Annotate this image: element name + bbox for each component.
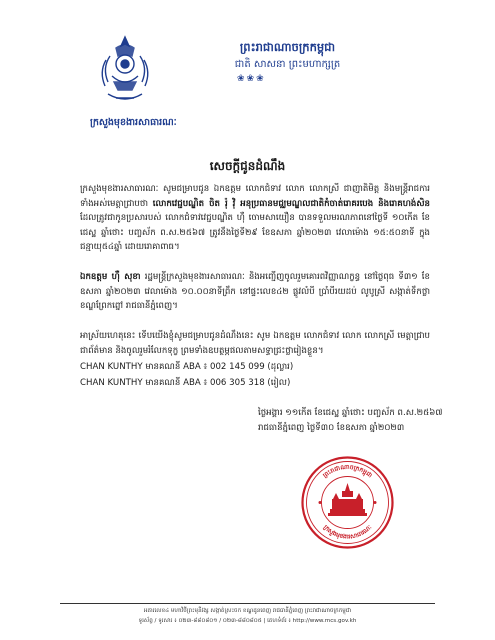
announcement-paragraph-3: អាស្រ័យហេតុនេះ ទើបយើងខ្ញុំសូមជម្រាបជូនដំណឹងនេះ សូម ឯកឧត្តម លោកជំទាវ លោក លោកស្រី មេត្តាជ្រាប ជាព័ត៌មាន និងចូលរួមរំលែកទុក្ខ ព្រមទាំងឧបត្ថម្ភផលតាមសទ្ធាជ្រះថ្លារៀងខ្លួន។ bbox=[80, 331, 430, 356]
bank-account-riel: CHAN KUNTHY មានគណនី ABA ៖ 006 305 318 (រៀល) bbox=[80, 378, 291, 388]
lunar-date: ថ្ងៃអង្គារ ១១កើត ខែជេស្ឋ ឆ្នាំថោះ បញ្ចស័ក ព.ស.២៥៦៧ bbox=[258, 408, 443, 418]
deceased-name: លោកវេជ្ជបណ្ឌិត ចិត រ៉ុ វ៉ិ អនុប្រធានមជ្ឈមណ្ឌលជាតិកំចាត់រោគរបេង និងរោគហង់សិន bbox=[152, 198, 430, 209]
header-divider: ❀❀❀ bbox=[237, 74, 266, 84]
kingdom-motto: ជាតិ សាសនា ព្រះមហាក្សត្រ bbox=[234, 59, 341, 70]
svg-text:ព្រះរាជាណាចក្រកម្ពុជា: ព្រះរាជាណាចក្រកម្ពុជា bbox=[321, 463, 374, 480]
footer-address: អគារលេខ៤ មហាវិថីព្រះមុនីវង្ស សង្កាត់ស្រះចក ខណ្ឌដូនពេញ រាជធានីភ្នំពេញ ព្រះរាជាណាចក្រកម្ពុជា bbox=[143, 608, 352, 614]
gregorian-date: រាជធានីភ្នំពេញ ថ្ងៃទី៣០ ខែឧសភា ឆ្នាំ២០២៣ bbox=[258, 423, 405, 433]
minister-name: ឯកឧត្តម ហ៊ឺ សុខា bbox=[80, 272, 141, 282]
announcement-paragraph-2: ឯកឧត្តម ហ៊ឺ សុខា រដ្ឋមន្ត្រីក្រសួងមុខងារសាធារណៈ និងអញ្ជើញចូលរួមគោរពវិញ្ញាណក្ខន្ធ នៅថ្ងៃពុធ ទី៣១ ខែឧសភា ឆ្នាំ២០២៣ វេលាម៉ោង ១០.០០នាទីព្រឹក នៅផ្ទះលេខ៤២ ផ្លូវលំបី ប្រាំបីរយដប់ លូបូស្រី សង្កាត់ទឹកថ្លា ខណ្ឌព្រែកព្នៅ រាជធានីភ្នំពេញ។ bbox=[80, 272, 430, 312]
footer-contact: ទូរស័ព្ទ / ទូរសារ ៖ ០២៣-៨៨០៨០១ / ០២៣-៨៨០៨០៥ | គេហទំព័រ ៖ http://www.mcs.gov.kh bbox=[138, 618, 357, 624]
document-title: សេចក្តីជូនដំណឹង bbox=[209, 159, 286, 173]
kingdom-title: ព្រះរាជាណាចក្រកម្ពុជា bbox=[239, 40, 336, 54]
announcement-paragraph-1: ក្រសួងមុខងារសាធារណៈ សូមជម្រាបជូន ឯកឧត្តម លោកជំទាវ លោក លោកស្រី ជាញាតិមិត្ត និងមន្ត្រីរាជការទាំងអស់មេត្តាជ្រាបថា លោកវេជ្ជបណ្ឌិត ចិត រ៉ុ វ៉ិ អនុប្រធានមជ្ឈមណ្ឌលជាតិកំចាត់រោគរបេង និងរោគហង់សិន ដែលត្រូវជាកូនប្រសារបស់ លោកជំទាវវេជ្ជបណ្ឌិត ហ៊ឺ ចោមសាយឿន បានទទួលមរណភាពនៅថ្ងៃទី ១០កើត ខែជេស្ឋ ឆ្នាំថោះ បញ្ចស័ក ព.ស.២៥៦៧ ត្រូវនឹងថ្ងៃទី២៩ ខែឧសភា ឆ្នាំ២០២៣ វេលាម៉ោង ១៥:៥០នាទី ក្នុងជន្មាយុ៥៤ឆ្នាំ ដោយរោគាពាធ។ bbox=[80, 184, 430, 253]
bank-account-usd: CHAN KUNTHY មានគណនី ABA ៖ 002 145 099 (ដុល្លារ) bbox=[80, 362, 294, 372]
svg-text:ក្រសួងមុខងារសាធារណៈ: ក្រសួងមុខងារសាធារណៈ bbox=[321, 523, 374, 541]
footer-divider bbox=[60, 603, 435, 604]
ministry-name: ក្រសួងមុខងារសាធារណៈ bbox=[90, 117, 177, 128]
official-seal-icon bbox=[300, 455, 395, 550]
